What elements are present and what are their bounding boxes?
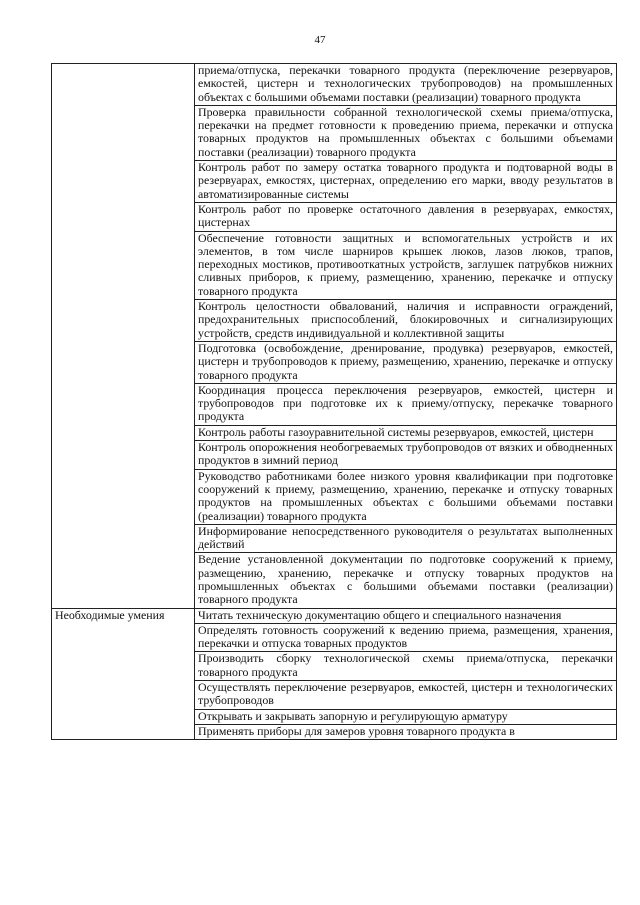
table-cell: Контроль целостности обвалований, наличия и исправности ограждений, предохранительных приспособлений, блокировочных и сигнализирующих устройств, средств индивидуальной и коллективной защиты — [195, 300, 617, 342]
table-cell: Руководство работниками более низкого уровня квалификации при подготовке сооружений к приему, размещению, хранению, перекачке и отпуску товарных продуктов на промышленных объектах с большими объемами поставки (реализации) товарного продукта — [195, 469, 617, 524]
table-cell: Ведение установленной документации по подготовке сооружений к приему, размещению, хранению, перекачке и отпуску товарных продуктов на промышленных объектах с большими объемами поставки (реализации) товарного продукта — [195, 553, 617, 608]
table-cell: Осуществлять переключение резервуаров, емкостей, цистерн и технологических трубопроводов — [195, 681, 617, 710]
table-cell: Проверка правильности собранной технологической схемы приема/отпуска, перекачки на предмет готовности к проведению приема, перекачки и отпуска товарных продуктов на промышленных объектах с большими объемами поставки (реализации) товарного продукта — [195, 105, 617, 160]
table-cell: Читать техническую документацию общего и специального назначения — [195, 608, 617, 623]
table-cell: Обеспечение готовности защитных и вспомогательных устройств и их элементов, в том числе шарниров крышек люков, лазов люков, трапов, переходных мостиков, противооткатных устройств, заглушек патрубков нижних сливных приборов, к приему, размещению, хранению, перекачке и отпуску товарного продукта — [195, 231, 617, 299]
competency-table — [51, 63, 617, 740]
table-cell: Контроль работы газоуравнительной системы резервуаров, емкостей, цистерн — [195, 425, 617, 440]
group-label-cell — [52, 64, 195, 609]
page-number: 47 — [314, 34, 326, 46]
table-cell: Производить сборку технологической схемы приема/отпуска, перекачки товарного продукта — [195, 652, 617, 681]
table-cell: Контроль работ по проверке остаточного давления в резервуарах, емкостях, цистернах — [195, 202, 617, 231]
table-cell: Определять готовность сооружений к ведению приема, размещения, хранения, перекачки и отпуска товарных продуктов — [195, 623, 617, 652]
table-cell: Контроль работ по замеру остатка товарного продукта и подтоварной воды в резервуарах, емкостях, цистернах, определению его марки, вводу результатов в автоматизированные системы — [195, 161, 617, 203]
table-cell: приема/отпуска, перекачки товарного продукта (переключение резервуаров, емкостей, цистерн и технологических трубопроводов) на промышленных объектах с большими объемами поставки (реализации) товарного продукта — [195, 64, 617, 106]
table-cell: Информирование непосредственного руководителя о результатах выполненных действий — [195, 524, 617, 553]
group-label-cell: Необходимые умения — [52, 608, 195, 740]
table-row — [52, 608, 617, 623]
table-cell: Координация процесса переключения резервуаров, емкостей, цистерн и трубопроводов при подготовке их к приему/отпуску, перекачке товарного продукта — [195, 383, 617, 425]
table-cell: Открывать и закрывать запорную и регулирующую арматуру — [195, 709, 617, 724]
table-row — [52, 64, 617, 106]
table-cell: Контроль опорожнения необогреваемых трубопроводов от вязких и обводненных продуктов в зимний период — [195, 441, 617, 470]
table-cell: Применять приборы для замеров уровня товарного продукта в — [195, 724, 617, 739]
table-cell: Подготовка (освобождение, дренирование, продувка) резервуаров, емкостей, цистерн и трубопроводов к приему, размещению, хранению, перекачке и отпуску товарного продукта — [195, 341, 617, 383]
